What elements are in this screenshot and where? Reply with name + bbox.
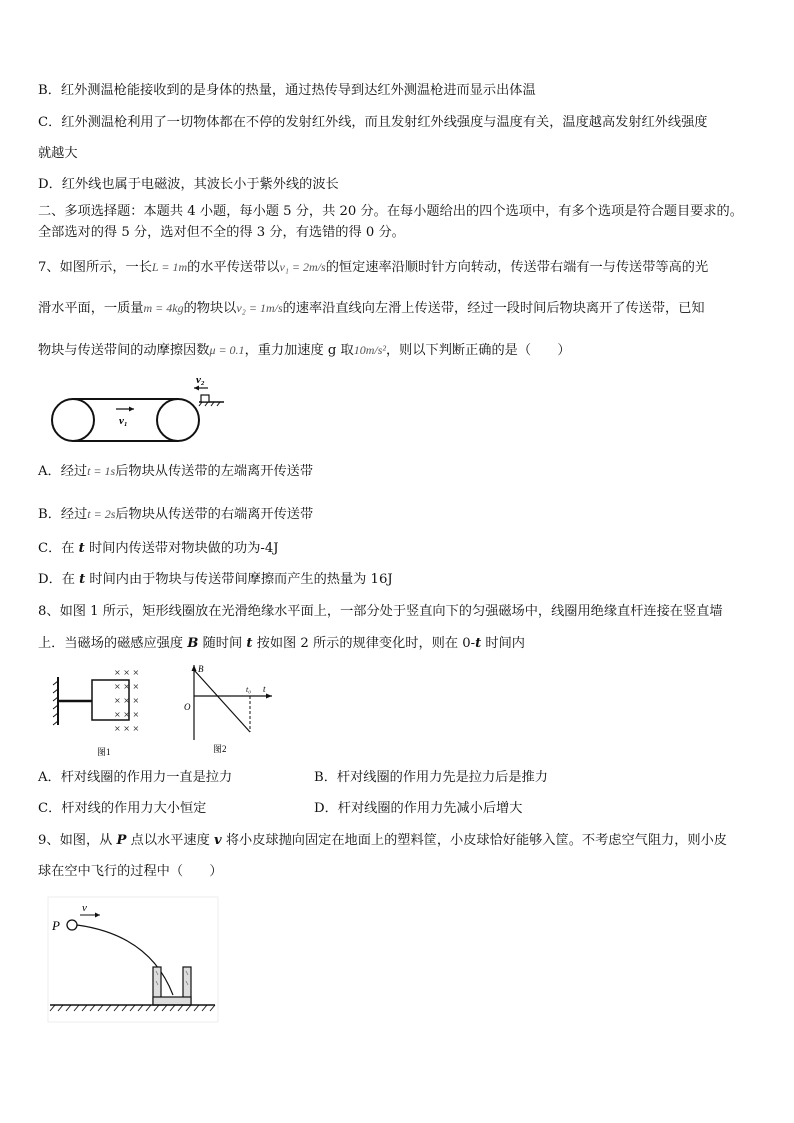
q7-v2-math: v₂ = 1m/s	[236, 301, 283, 315]
q9-stem-line2: 球在空中飞行的过程中（ ）	[38, 864, 223, 879]
option-c-prev-line1: C．红外测温枪利用了一切物体都在不停的发射红外线，而且发射红外线强度与温度有关，温度越高发射红外线强度	[38, 115, 708, 130]
q8-option-d[interactable]: D．杆对线圈的作用力先减小后增大	[314, 801, 523, 816]
svg-text:× × ×: × × ×	[114, 682, 140, 691]
block	[201, 395, 209, 402]
q8-figure2	[180, 662, 280, 760]
fig1-caption: 图1	[97, 747, 111, 757]
q8-stem-line2: 上．当磁场的磁感应强度 B 随时间 t 按如图 2 所示的规律变化时，则在 0-t 时间内	[38, 636, 525, 651]
v-label: v	[82, 902, 87, 914]
q8-option-c[interactable]: C．杆对线的作用力大小恒定	[38, 801, 207, 816]
svg-text:× × ×: × × ×	[114, 710, 140, 719]
v1-label: v₁	[119, 415, 128, 427]
q7-conveyor-figure	[46, 372, 226, 447]
magnetic-field-crosses	[114, 668, 139, 733]
q7-option-a[interactable]: A．经过t = 1s后物块从传送带的左端离开传送带	[38, 464, 314, 479]
q7-mu-math: μ = 0.1	[209, 343, 245, 357]
fig2-t-label: t	[263, 684, 266, 694]
ball	[67, 920, 77, 930]
basket	[153, 967, 191, 1005]
q8-stem-line1: 8、如图 1 所示，矩形线圈放在光滑绝缘水平面上，一部分处于竖直向下的匀强磁场中，线圈用绝缘直杆连接在竖直墙	[38, 604, 723, 619]
q7-option-d[interactable]: D．在 t 时间内由于物块与传送带间摩擦而产生的热量为 16J	[38, 572, 393, 587]
fig2-t0-label: t₀	[246, 685, 252, 694]
b-t-graph	[194, 670, 250, 732]
q8-figure1	[50, 665, 170, 760]
fig2-origin: O	[184, 702, 191, 712]
option-d-prev: D．红外线也属于电磁波，其波长小于紫外线的波长	[38, 177, 339, 192]
svg-text:× × ×: × × ×	[114, 696, 140, 705]
fig2-caption: 图2	[213, 744, 227, 754]
q7-stem-line3: 物块与传送带间的动摩擦因数μ = 0.1，重力加速度 g 取10m/s²，则以下判断正确的是（ ）	[38, 343, 571, 358]
v2-label: v₂	[196, 374, 205, 386]
q7-stem-line2: 滑水平面，一质量m = 4kg的物块以v₂ = 1m/s的速率沿直线向左滑上传送带，经过一段时间后物块离开了传送带，已知	[38, 301, 705, 316]
option-c-prev-line2: 就越大	[38, 146, 78, 161]
fig2-b-label: B	[198, 664, 204, 674]
ground-hatching	[50, 1005, 215, 1011]
option-b-prev: B．红外测温枪能接收到的是身体的热量，通过热传导到达红外测温枪进而显示出体温	[38, 83, 536, 98]
q7-stem-line1: 7、如图所示，一长L = 1m的水平传送带以v₁ = 2m/s的恒定速率沿顺时针方向转动，传送带右端有一与传送带等高的光	[38, 260, 709, 275]
q7-length-math: L = 1m	[151, 260, 188, 274]
svg-text:× × ×: × × ×	[114, 724, 140, 733]
q8-option-b[interactable]: B．杆对线圈的作用力先是拉力后是推力	[314, 770, 548, 785]
section-heading-line2: 全部选对的得 5 分，选对但不全的得 3 分，有选错的得 0 分。	[38, 225, 405, 240]
right-pulley	[157, 399, 199, 441]
left-pulley	[52, 399, 94, 441]
svg-text:× × ×: × × ×	[114, 668, 140, 677]
point-p-label: P	[52, 918, 60, 933]
q7-mass-math: m = 4kg	[143, 301, 184, 315]
q7-option-c[interactable]: C．在 t 时间内传送带对物块做的功为-4J	[38, 541, 279, 556]
q8-option-a[interactable]: A．杆对线圈的作用力一直是拉力	[38, 770, 233, 785]
q7-option-b[interactable]: B．经过t = 2s后物块从传送带的右端离开传送带	[38, 507, 314, 522]
section-heading-line1: 二、多项选择题：本题共 4 小题，每小题 5 分，共 20 分。在每小题给出的四个选项中，有多个选项是符合题目要求的。	[38, 204, 743, 219]
q9-figure	[45, 895, 220, 1025]
q7-g-math: 10m/s²	[353, 343, 386, 357]
q9-stem-line1: 9、如图，从 P 点以水平速度 v 将小皮球抛向固定在地面上的塑料筐，小皮球恰好能够入筐。不考虑空气阻力，则小皮	[38, 833, 727, 848]
q7-v1-math: v₁ = 2m/s	[279, 260, 326, 274]
